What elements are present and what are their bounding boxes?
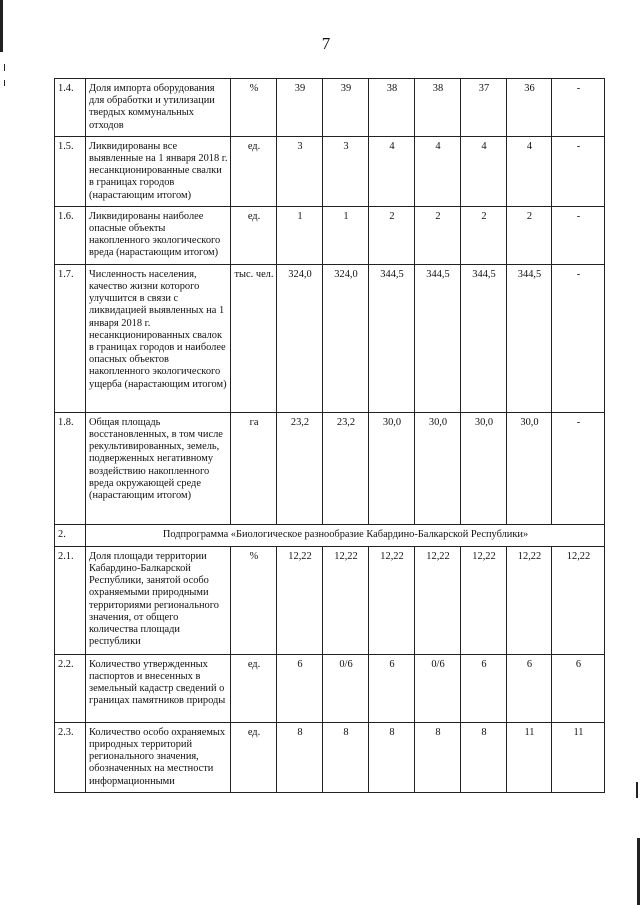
row-number: 1.8. [55,412,86,524]
value-cell: 36 [507,79,552,137]
indicator-description: Доля площади территории Кабардино-Балкарской Республики, занятой особо охраняемыми природными территориями регионального значения, от общего количества площади республики [86,546,231,654]
value-cell: 12,22 [552,546,605,654]
value-cell: 8 [369,722,415,792]
value-cell: 344,5 [415,264,461,412]
value-cell: 11 [507,722,552,792]
value-cell: - [552,264,605,412]
indicator-description: Количество утвержденных паспортов и внесенных в земельный кадастр сведений о границах памятников природы [86,654,231,722]
row-number: 2. [55,524,86,546]
value-cell: 344,5 [461,264,507,412]
scan-edge-mark [636,782,638,798]
table-row [55,79,605,137]
value-cell: 324,0 [277,264,323,412]
value-cell: 6 [507,654,552,722]
value-cell: 38 [369,79,415,137]
unit-cell: ед. [231,206,277,264]
value-cell: 4 [507,136,552,206]
table-row [55,136,605,206]
value-cell: 12,22 [323,546,369,654]
value-cell: 4 [415,136,461,206]
value-cell: 2 [507,206,552,264]
unit-cell: тыс. чел. [231,264,277,412]
value-cell: 1 [323,206,369,264]
value-cell: 6 [461,654,507,722]
table-row [55,264,605,412]
subprogram-title: Подпрограмма «Биологическое разнообразие Кабардино-Балкарской Республики» [86,524,605,546]
row-number: 2.3. [55,722,86,792]
table-row [55,412,605,524]
row-number: 1.4. [55,79,86,137]
unit-cell: % [231,546,277,654]
page-number: 7 [321,34,331,53]
subprogram-row [55,524,605,546]
unit-cell: га [231,412,277,524]
row-number: 1.7. [55,264,86,412]
value-cell: 3 [277,136,323,206]
value-cell: 12,22 [277,546,323,654]
indicator-description: Ликвидированы наиболее опасные объекты накопленного экологического вреда (нарастающим итогом) [86,206,231,264]
value-cell: 39 [323,79,369,137]
value-cell: 30,0 [507,412,552,524]
value-cell: 38 [415,79,461,137]
scan-edge-mark [4,64,5,71]
row-number: 2.1. [55,546,86,654]
value-cell: 344,5 [369,264,415,412]
indicator-description: Численность населения, качество жизни которого улучшится в связи с ликвидацией выявленных на 1 января 2018 г. несанкционированных свалок в границах городов и наиболее опасных объектов накопленного экологического ущерба (нарастающим итогом) [86,264,231,412]
scan-edge-mark [4,80,5,86]
value-cell: 23,2 [277,412,323,524]
value-cell: 8 [461,722,507,792]
value-cell: 6 [369,654,415,722]
value-cell: 30,0 [369,412,415,524]
table-row [55,206,605,264]
value-cell: 0/6 [415,654,461,722]
table-row [55,722,605,792]
row-number: 1.6. [55,206,86,264]
value-cell: 12,22 [507,546,552,654]
row-number: 1.5. [55,136,86,206]
value-cell: 0/6 [323,654,369,722]
indicators-table [54,78,605,793]
value-cell: 11 [552,722,605,792]
table-row [55,654,605,722]
row-number: 2.2. [55,654,86,722]
indicator-description: Доля импорта оборудования для обработки и утилизации твердых коммунальных отходов [86,79,231,137]
value-cell: 6 [277,654,323,722]
value-cell: 324,0 [323,264,369,412]
value-cell: 1 [277,206,323,264]
value-cell: 2 [461,206,507,264]
value-cell: 12,22 [461,546,507,654]
value-cell: - [552,206,605,264]
value-cell: 8 [415,722,461,792]
value-cell: 8 [323,722,369,792]
value-cell: - [552,412,605,524]
value-cell: 23,2 [323,412,369,524]
value-cell: 6 [552,654,605,722]
value-cell: 37 [461,79,507,137]
unit-cell: ед. [231,722,277,792]
value-cell: 12,22 [369,546,415,654]
value-cell: 3 [323,136,369,206]
indicator-description: Общая площадь восстановленных, в том числе рекультивированных, земель, подверженных негативному воздействию накопленного вреда окружающей среде (нарастающим итогом) [86,412,231,524]
value-cell: 2 [369,206,415,264]
indicator-description: Ликвидированы все выявленные на 1 января 2018 г. несанкционированные свалки в границах городов (нарастающим итогом) [86,136,231,206]
unit-cell: ед. [231,136,277,206]
value-cell: 8 [277,722,323,792]
table-row [55,546,605,654]
value-cell: 4 [369,136,415,206]
value-cell: 30,0 [415,412,461,524]
value-cell: 4 [461,136,507,206]
unit-cell: ед. [231,654,277,722]
value-cell: 30,0 [461,412,507,524]
value-cell: 12,22 [415,546,461,654]
unit-cell: % [231,79,277,137]
value-cell: - [552,79,605,137]
value-cell: 2 [415,206,461,264]
value-cell: 39 [277,79,323,137]
value-cell: - [552,136,605,206]
value-cell: 344,5 [507,264,552,412]
indicator-description: Количество особо охраняемых природных территорий регионального значения, обозначенных на местности информационными [86,722,231,792]
